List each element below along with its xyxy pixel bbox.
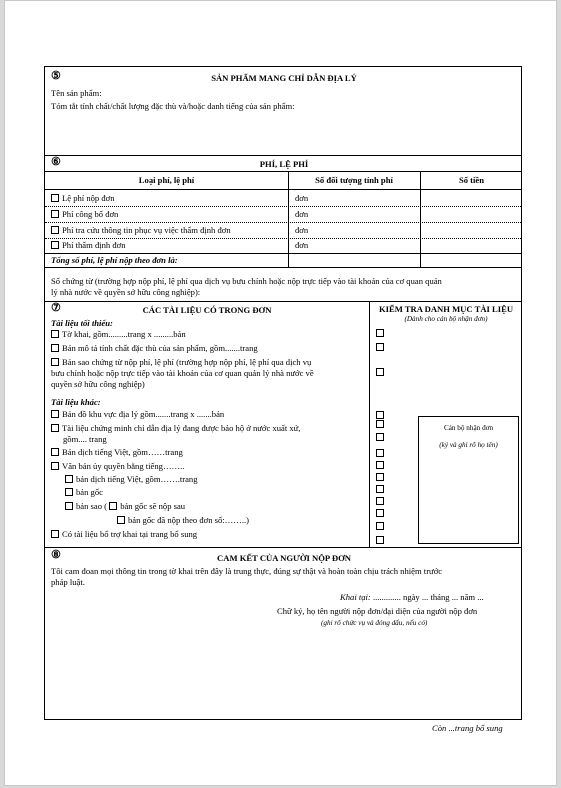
section-7-title: CÁC TÀI LIỆU CÓ TRONG ĐƠN [142,305,272,315]
document-subitem: bản gốc [65,487,103,498]
document-subitem: bản gốc đã nộp theo đơn số:……..) [117,515,249,526]
checkbox-icon[interactable] [376,368,384,376]
document-item: Bản dịch tiếng Việt, gồm……trang [51,447,183,458]
checkbox-icon[interactable] [376,497,384,505]
fee-row [51,193,115,204]
fee-amount-header: Số tiền [458,175,485,185]
signature-label: Chữ ký, họ tên người nộp đơn/đại diện của người nộp đơn [277,606,478,616]
checkbox-icon[interactable] [376,485,384,493]
checkbox-icon[interactable] [376,536,384,544]
document-item-cont: quyền sở hữu công nghiệp) [51,379,145,389]
checkbox-icon[interactable] [51,241,59,249]
checkbox-icon[interactable] [376,433,384,441]
document-item: Có tài liệu bổ trợ khai tại trang bổ sung [51,529,197,540]
checkbox-icon[interactable] [51,358,59,366]
section-6-number: ⑥ [51,156,61,168]
document-subitem: bản sao ( bản gốc sẽ nộp sau [65,501,185,512]
checkbox-icon[interactable] [376,473,384,481]
section-8-title: CAM KẾT CỦA NGƯỜI NỘP ĐƠN [217,553,351,563]
fee-row [51,240,126,251]
section-5-title: SẢN PHẨM MANG CHỈ DẪN ĐỊA LÝ [211,73,357,83]
document-item-cont: bưu chính hoặc nộp trực tiếp vào tài khoản của cơ quan quản lý nhà nước về [51,368,314,378]
minimum-documents-label: Tài liệu tối thiểu: [51,318,113,328]
document-item: Tờ khai, gồm.........trang x .........bản [51,329,186,340]
checkbox-icon[interactable] [65,502,73,510]
supplement-pages-note: Còn ...trang bổ sung [432,723,503,733]
checkbox-icon[interactable] [51,462,59,470]
document-item: Bản sao chứng từ nộp phí, lệ phí (trường hợp nộp phí, lệ phí qua dịch vụ [51,357,311,368]
checkbox-icon[interactable] [376,522,384,530]
checkbox-icon[interactable] [376,420,384,428]
checkbox-icon[interactable] [51,530,59,538]
fee-total-label: Tổng số phí, lệ phí nộp theo đơn là: [51,255,178,265]
checkbox-icon[interactable] [376,343,384,351]
document-item-cont: gồm.... trang [63,434,107,444]
checkbox-icon[interactable] [376,411,384,419]
receipt-number-line-2: lý nhà nước về quyền sở hữu công nghiệp): [51,287,201,297]
signature-note: (ghi rõ chức vụ và đóng dấu, nếu có) [321,619,428,627]
fee-type: Phí thẩm định đơn [62,240,126,250]
section-5-number: ⑤ [51,70,61,82]
receipt-number-line-1: Số chứng từ (trường hợp nộp phí, lệ phí qua dịch vụ bưu chính hoặc nộp trực tiếp vào tài khoản của cơ quan quản [51,276,442,286]
product-name-label: Tên sản phẩm: [51,88,102,98]
checklist-subtitle: (Dành cho cán bộ nhận đơn) [404,315,488,323]
officer-subtitle: (ký và ghi rõ họ tên) [439,441,498,449]
fee-type: Phí tra cứu thông tin phục vụ việc thẩm định đơn [62,225,231,235]
section-8-number: ⑧ [51,549,61,561]
product-summary-label: Tóm tắt tính chất/chất lượng đặc thù và/hoặc danh tiếng của sản phẩm: [51,101,295,111]
checkbox-icon[interactable] [51,330,59,338]
document-item: Bản mô tả tính chất đặc thù của sản phẩm, gồm.......trang [51,343,258,354]
section-6-title: PHÍ, LỆ PHÍ [259,159,309,169]
fee-count-header: Số đối tượng tính phí [315,175,393,185]
fee-row [51,225,231,236]
officer-title: Cán bộ nhận đơn [443,424,494,432]
checkbox-icon[interactable] [51,410,59,418]
commitment-line-2: pháp luật. [51,577,85,587]
place-date-line: Khai tại: ............. ngày ... tháng ... năm ... [340,592,484,602]
checkbox-icon[interactable] [65,475,73,483]
checkbox-icon[interactable] [376,461,384,469]
checkbox-icon[interactable] [65,488,73,496]
document-item: Tài liệu chứng minh chỉ dẫn địa lý đang được bảo hộ ở nước xuất xứ, [51,423,300,434]
commitment-line-1: Tôi cam đoan mọi thông tin trong tờ khai trên đây là trung thực, đúng sự thật và hoàn toàn chịu trách nhiệm trước [51,566,443,576]
checkbox-icon[interactable] [51,448,59,456]
fee-count: đơn [295,193,309,203]
fee-row [51,209,118,220]
checkbox-icon[interactable] [51,424,59,432]
checkbox-icon[interactable] [117,516,125,524]
checkbox-icon[interactable] [109,502,117,510]
checkbox-icon[interactable] [376,449,384,457]
checkbox-icon[interactable] [51,226,59,234]
fee-count: đơn [295,209,309,219]
checklist-title: KIỂM TRA DANH MỤC TÀI LIỆU [378,304,514,314]
section-7-number: ⑦ [51,302,61,314]
checkbox-icon[interactable] [51,210,59,218]
fee-type: Lệ phí nộp đơn [62,193,115,203]
document-item: Văn bản ủy quyền bằng tiếng…….. [51,461,184,472]
checkbox-icon[interactable] [51,344,59,352]
fee-type: Phí công bố đơn [62,209,119,219]
document-subitem: bản dịch tiếng Việt, gồm…….trang [65,474,198,485]
fee-count: đơn [295,225,309,235]
checkbox-icon[interactable] [376,329,384,337]
fee-type-header: Loại phí, lệ phí [138,175,195,185]
declaration-form [44,66,522,720]
fee-count: đơn [295,240,309,250]
checkbox-icon[interactable] [51,194,59,202]
checkbox-icon[interactable] [376,509,384,517]
other-documents-label: Tài liệu khác: [51,397,101,407]
officer-signature-box [418,416,519,544]
document-item: Bản đồ khu vực địa lý gồm.......trang x .......bản [51,409,224,420]
